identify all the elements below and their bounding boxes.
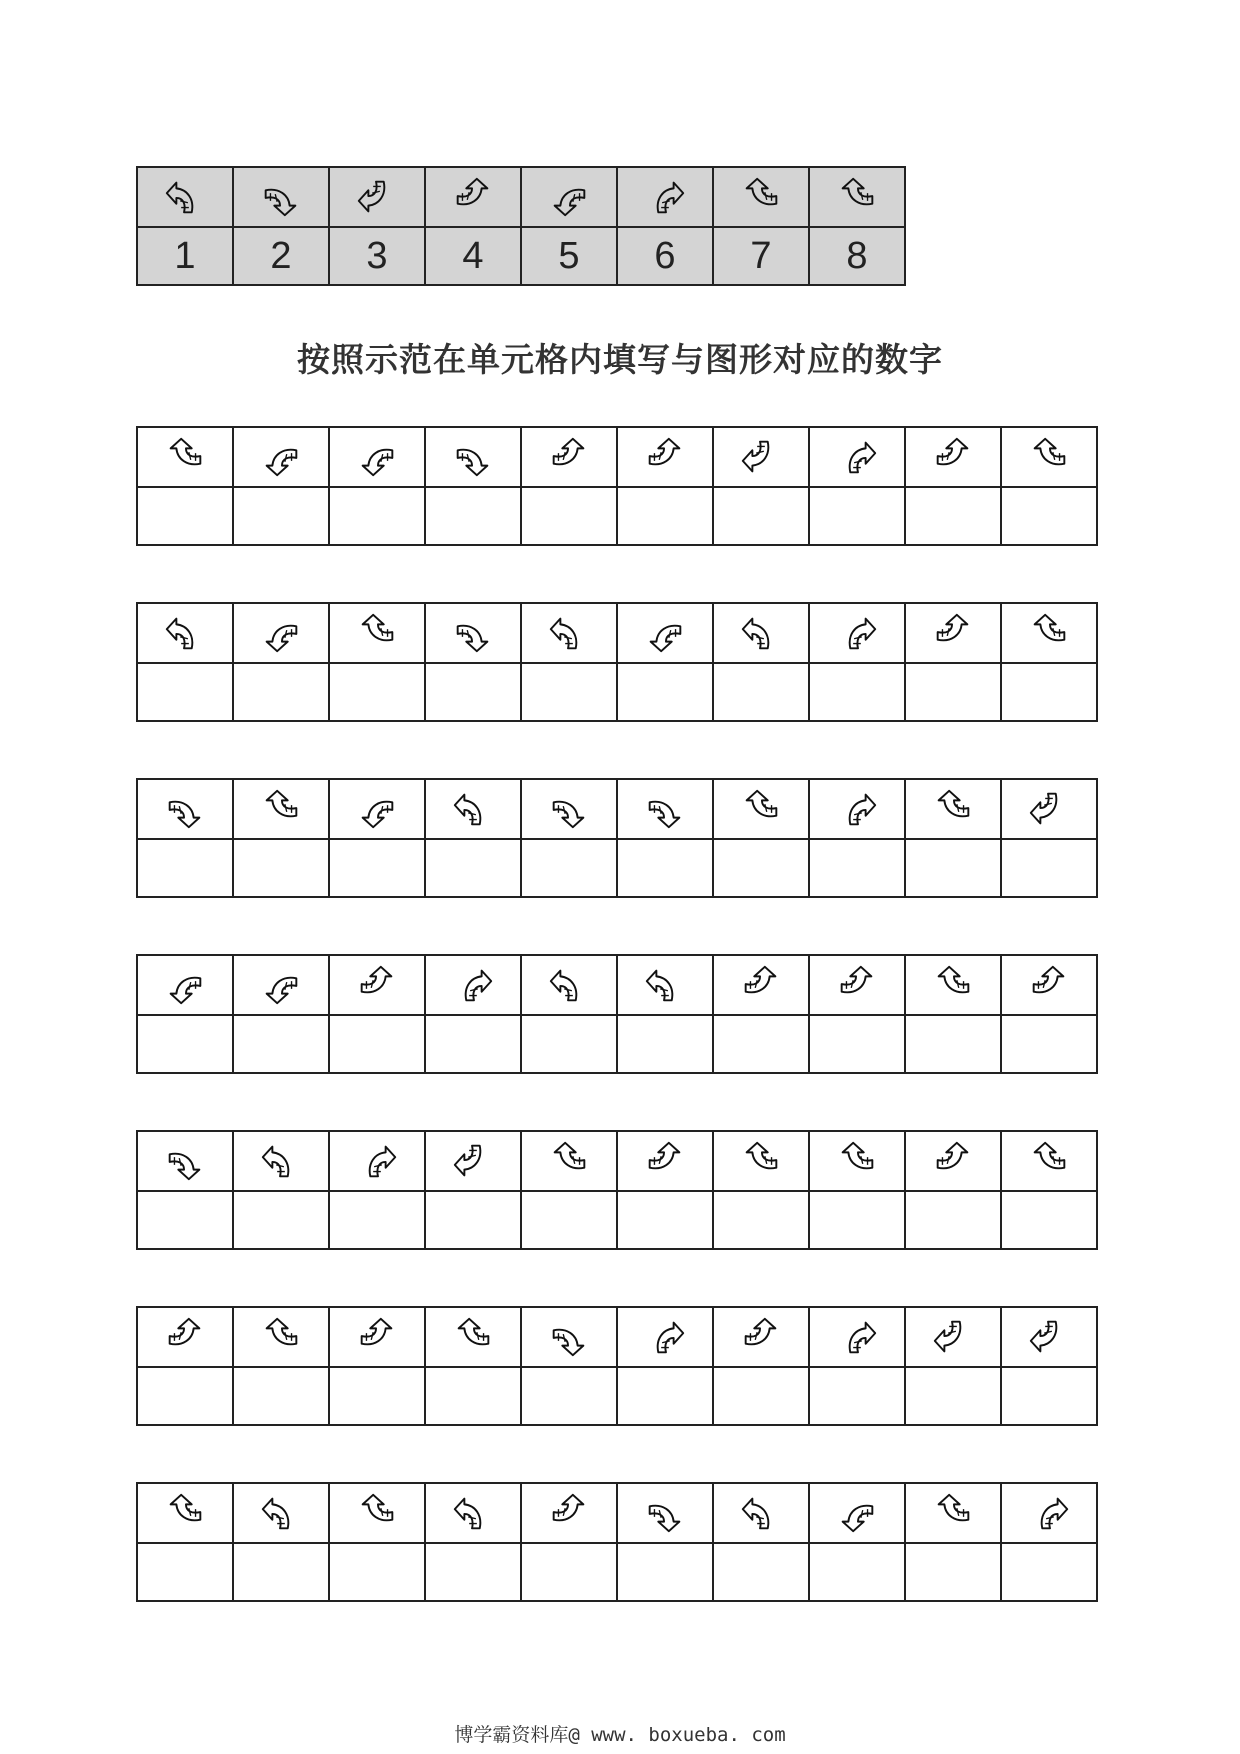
- exercise-symbol-cell: [905, 779, 1001, 839]
- answer-cell[interactable]: [713, 839, 809, 897]
- answer-cell[interactable]: [329, 1543, 425, 1601]
- exercise-symbol-cell: [713, 1483, 809, 1543]
- arrow-right-down-icon: [642, 434, 688, 480]
- exercise-symbol-cell: [617, 1131, 713, 1191]
- arrow-left-right-icon: [162, 1490, 208, 1536]
- legend-symbol-cell: [617, 167, 713, 227]
- answer-cell[interactable]: [713, 487, 809, 545]
- answer-cell[interactable]: [425, 1015, 521, 1073]
- answer-cell[interactable]: [809, 663, 905, 721]
- arrow-right-down-icon: [738, 1314, 784, 1360]
- exercise-symbol-cell: [713, 603, 809, 663]
- answer-cell[interactable]: [521, 1543, 617, 1601]
- exercise-symbol-cell: [233, 955, 329, 1015]
- exercise-symbol-cell: [425, 427, 521, 487]
- exercise-symbol-cell: [137, 427, 233, 487]
- arrow-up-right-icon: [834, 610, 880, 656]
- arrow-up-right-icon: [642, 1314, 688, 1360]
- answer-cell[interactable]: [233, 1543, 329, 1601]
- answer-cell[interactable]: [905, 663, 1001, 721]
- exercise-table: [136, 778, 1098, 898]
- exercise-answer-row: [137, 1015, 1097, 1073]
- arrow-down-right-icon: [642, 1490, 688, 1536]
- answer-cell[interactable]: [329, 1191, 425, 1249]
- answer-cell[interactable]: [1001, 1367, 1097, 1425]
- arrow-left-down-icon: [834, 1490, 880, 1536]
- arrow-down-left-icon: [1026, 1314, 1072, 1360]
- answer-cell[interactable]: [617, 663, 713, 721]
- exercise-symbol-row: [137, 603, 1097, 663]
- answer-cell[interactable]: [809, 839, 905, 897]
- exercise-symbol-cell: [233, 1483, 329, 1543]
- exercise-symbol-cell: [137, 779, 233, 839]
- exercise-symbol-cell: [329, 1131, 425, 1191]
- answer-cell[interactable]: [617, 1191, 713, 1249]
- exercise-symbol-cell: [617, 1307, 713, 1367]
- exercise-symbol-row: [137, 427, 1097, 487]
- legend-symbol-cell: [233, 167, 329, 227]
- arrow-up-left-icon: [258, 1490, 304, 1536]
- exercise-symbol-cell: [1001, 427, 1097, 487]
- exercise-symbol-cell: [137, 1307, 233, 1367]
- arrow-up-left-icon: [162, 174, 208, 220]
- answer-cell[interactable]: [137, 1191, 233, 1249]
- answer-cell[interactable]: [425, 663, 521, 721]
- exercise-symbol-cell: [617, 1483, 713, 1543]
- arrow-left-down-icon: [162, 962, 208, 1008]
- exercise-answer-row: [137, 1191, 1097, 1249]
- exercise-symbol-cell: [713, 1307, 809, 1367]
- answer-cell[interactable]: [329, 1015, 425, 1073]
- exercise-symbol-cell: [233, 603, 329, 663]
- arrow-left-down-icon: [258, 434, 304, 480]
- exercise-symbol-cell: [809, 1483, 905, 1543]
- arrow-up-right-icon: [834, 1314, 880, 1360]
- exercise-symbol-cell: [521, 955, 617, 1015]
- exercise-symbol-cell: [809, 955, 905, 1015]
- exercise-symbol-cell: [1001, 1307, 1097, 1367]
- answer-cell[interactable]: [329, 1367, 425, 1425]
- arrow-right-down-icon: [930, 434, 976, 480]
- arrow-left-down-icon: [546, 174, 592, 220]
- exercise-symbol-cell: [521, 1307, 617, 1367]
- arrow-right-up-icon: [1026, 434, 1072, 480]
- arrow-left-right-icon: [738, 1138, 784, 1184]
- arrow-up-right-icon: [834, 786, 880, 832]
- arrow-right-down-icon: [738, 962, 784, 1008]
- exercise-symbol-cell: [137, 955, 233, 1015]
- answer-cell[interactable]: [713, 1367, 809, 1425]
- answer-cell[interactable]: [713, 1543, 809, 1601]
- exercise-symbol-cell: [521, 1131, 617, 1191]
- legend-symbol-cell: [329, 167, 425, 227]
- arrow-right-down-icon: [546, 1490, 592, 1536]
- legend-symbol-cell: [521, 167, 617, 227]
- arrow-up-left-icon: [450, 1490, 496, 1536]
- answer-cell[interactable]: [809, 1191, 905, 1249]
- exercise-symbol-cell: [905, 1307, 1001, 1367]
- arrow-right-down-icon: [450, 174, 496, 220]
- exercise-symbol-cell: [1001, 779, 1097, 839]
- answer-cell[interactable]: [617, 487, 713, 545]
- exercise-symbol-cell: [809, 1131, 905, 1191]
- exercise-symbol-cell: [713, 779, 809, 839]
- arrow-left-right-icon: [738, 174, 784, 220]
- exercise-symbol-cell: [713, 955, 809, 1015]
- exercise-symbol-cell: [905, 1131, 1001, 1191]
- exercise-symbol-cell: [617, 603, 713, 663]
- answer-cell[interactable]: [137, 1015, 233, 1073]
- arrow-up-left-icon: [642, 962, 688, 1008]
- legend-symbol-cell: [425, 167, 521, 227]
- legend-number-cell: 7: [713, 227, 809, 285]
- exercise-table: [136, 954, 1098, 1074]
- answer-cell[interactable]: [617, 1543, 713, 1601]
- answer-cell[interactable]: [1001, 663, 1097, 721]
- answer-cell[interactable]: [329, 839, 425, 897]
- answer-cell[interactable]: [233, 839, 329, 897]
- exercise-symbol-cell: [617, 955, 713, 1015]
- exercise-answer-row: [137, 663, 1097, 721]
- arrow-down-right-icon: [258, 174, 304, 220]
- exercise-symbol-cell: [137, 1483, 233, 1543]
- answer-cell[interactable]: [521, 839, 617, 897]
- answer-cell[interactable]: [425, 1191, 521, 1249]
- arrow-right-up-icon: [354, 1490, 400, 1536]
- arrow-down-left-icon: [1026, 786, 1072, 832]
- exercise-table: [136, 1130, 1098, 1250]
- exercise-symbol-cell: [905, 603, 1001, 663]
- arrow-right-down-icon: [162, 1314, 208, 1360]
- answer-cell[interactable]: [233, 1191, 329, 1249]
- arrow-right-down-icon: [642, 1138, 688, 1184]
- arrow-left-right-icon: [930, 1490, 976, 1536]
- answer-cell[interactable]: [521, 663, 617, 721]
- exercise-symbol-cell: [425, 955, 521, 1015]
- exercise-symbol-row: [137, 1483, 1097, 1543]
- legend-number-cell: 3: [329, 227, 425, 285]
- answer-cell[interactable]: [617, 1367, 713, 1425]
- exercise-symbol-cell: [809, 779, 905, 839]
- exercise-symbol-cell: [137, 603, 233, 663]
- answer-cell[interactable]: [425, 839, 521, 897]
- exercise-table: [136, 426, 1098, 546]
- exercise-answer-row: [137, 487, 1097, 545]
- answer-cell[interactable]: [137, 1367, 233, 1425]
- arrow-left-right-icon: [738, 786, 784, 832]
- exercise-symbol-cell: [1001, 1483, 1097, 1543]
- exercise-symbol-cell: [521, 427, 617, 487]
- answer-cell[interactable]: [425, 487, 521, 545]
- answer-cell[interactable]: [137, 1543, 233, 1601]
- exercise-symbol-cell: [713, 1131, 809, 1191]
- arrow-right-down-icon: [834, 962, 880, 1008]
- arrow-down-right-icon: [450, 610, 496, 656]
- arrow-down-left-icon: [450, 1138, 496, 1184]
- exercise-symbol-cell: [329, 603, 425, 663]
- arrow-up-left-icon: [738, 1490, 784, 1536]
- answer-cell[interactable]: [1001, 487, 1097, 545]
- arrow-down-left-icon: [354, 174, 400, 220]
- answer-cell[interactable]: [521, 1015, 617, 1073]
- answer-cell[interactable]: [905, 1015, 1001, 1073]
- exercise-table: [136, 1306, 1098, 1426]
- exercise-symbol-cell: [1001, 955, 1097, 1015]
- arrow-right-down-icon: [930, 610, 976, 656]
- arrow-up-left-icon: [258, 1138, 304, 1184]
- answer-cell[interactable]: [809, 1543, 905, 1601]
- arrow-left-right-icon: [546, 1138, 592, 1184]
- exercise-answer-row: [137, 839, 1097, 897]
- answer-cell[interactable]: [809, 1015, 905, 1073]
- arrow-down-right-icon: [450, 434, 496, 480]
- legend-symbol-cell: [137, 167, 233, 227]
- arrow-up-right-icon: [1026, 1490, 1072, 1536]
- arrow-down-right-icon: [546, 1314, 592, 1360]
- answer-cell[interactable]: [905, 1191, 1001, 1249]
- answer-cell[interactable]: [1001, 839, 1097, 897]
- arrow-up-right-icon: [642, 174, 688, 220]
- exercise-answer-row: [137, 1543, 1097, 1601]
- exercise-table: [136, 602, 1098, 722]
- exercise-symbol-cell: [521, 1483, 617, 1543]
- exercise-symbol-cell: [809, 427, 905, 487]
- answer-cell[interactable]: [329, 487, 425, 545]
- legend-symbol-row: [137, 167, 905, 227]
- exercise-symbol-cell: [137, 1131, 233, 1191]
- arrow-right-down-icon: [1026, 962, 1072, 1008]
- answer-cell[interactable]: [713, 1015, 809, 1073]
- exercise-symbol-cell: [809, 603, 905, 663]
- answer-cell[interactable]: [1001, 1015, 1097, 1073]
- answer-cell[interactable]: [1001, 1191, 1097, 1249]
- answer-cell[interactable]: [137, 839, 233, 897]
- arrow-right-down-icon: [546, 434, 592, 480]
- exercise-symbol-cell: [809, 1307, 905, 1367]
- arrow-up-right-icon: [450, 962, 496, 1008]
- answer-cell[interactable]: [521, 487, 617, 545]
- exercise-symbol-cell: [521, 603, 617, 663]
- exercise-symbol-cell: [905, 1483, 1001, 1543]
- exercise-symbol-row: [137, 779, 1097, 839]
- exercise-symbol-cell: [233, 779, 329, 839]
- answer-cell[interactable]: [233, 1015, 329, 1073]
- instruction-title: 按照示范在单元格内填写与图形对应的数字: [297, 340, 943, 379]
- arrow-right-up-icon: [450, 1314, 496, 1360]
- answer-cell[interactable]: [905, 839, 1001, 897]
- legend-number-cell: 6: [617, 227, 713, 285]
- arrow-right-up-icon: [834, 174, 880, 220]
- exercise-symbol-row: [137, 1307, 1097, 1367]
- answer-cell[interactable]: [233, 487, 329, 545]
- exercise-answer-row: [137, 1367, 1097, 1425]
- arrow-down-right-icon: [162, 786, 208, 832]
- arrow-left-right-icon: [930, 786, 976, 832]
- answer-cell[interactable]: [329, 663, 425, 721]
- answer-cell[interactable]: [137, 487, 233, 545]
- answer-cell[interactable]: [425, 1367, 521, 1425]
- exercise-symbol-cell: [329, 779, 425, 839]
- exercise-symbol-row: [137, 1131, 1097, 1191]
- exercise-symbol-row: [137, 955, 1097, 1015]
- answer-cell[interactable]: [233, 663, 329, 721]
- exercise-symbol-cell: [233, 427, 329, 487]
- answer-cell[interactable]: [617, 1015, 713, 1073]
- arrow-up-left-icon: [546, 610, 592, 656]
- legend-number-row: [137, 227, 905, 285]
- arrow-up-left-icon: [738, 610, 784, 656]
- answer-cell[interactable]: [905, 1543, 1001, 1601]
- arrow-down-left-icon: [738, 434, 784, 480]
- exercise-symbol-cell: [425, 1483, 521, 1543]
- exercise-symbol-cell: [905, 427, 1001, 487]
- exercise-symbol-cell: [617, 779, 713, 839]
- exercise-symbol-cell: [617, 427, 713, 487]
- legend-number-cell: 1: [137, 227, 233, 285]
- exercise-symbol-cell: [713, 427, 809, 487]
- answer-cell[interactable]: [1001, 1543, 1097, 1601]
- answer-cell[interactable]: [713, 663, 809, 721]
- arrow-down-right-icon: [162, 1138, 208, 1184]
- arrow-right-up-icon: [258, 1314, 304, 1360]
- legend-number-cell: 8: [809, 227, 905, 285]
- exercise-table: [136, 1482, 1098, 1602]
- exercise-symbol-cell: [329, 955, 425, 1015]
- exercise-symbol-cell: [425, 779, 521, 839]
- footer-watermark: 博学霸资料库@ www. boxueba. com: [454, 1724, 786, 1746]
- answer-cell[interactable]: [617, 839, 713, 897]
- arrow-left-right-icon: [354, 610, 400, 656]
- arrow-right-up-icon: [930, 962, 976, 1008]
- exercise-symbol-cell: [905, 955, 1001, 1015]
- exercise-symbol-cell: [329, 427, 425, 487]
- arrow-up-right-icon: [834, 434, 880, 480]
- legend-number-cell: 5: [521, 227, 617, 285]
- arrow-left-right-icon: [834, 1138, 880, 1184]
- legend-symbol-cell: [809, 167, 905, 227]
- legend-number-cell: 4: [425, 227, 521, 285]
- arrow-left-down-icon: [258, 962, 304, 1008]
- arrow-right-down-icon: [930, 1138, 976, 1184]
- arrow-right-down-icon: [354, 962, 400, 1008]
- answer-cell[interactable]: [809, 487, 905, 545]
- answer-cell[interactable]: [905, 1367, 1001, 1425]
- legend-table: [136, 166, 906, 286]
- arrow-right-up-icon: [1026, 1138, 1072, 1184]
- exercise-symbol-cell: [329, 1307, 425, 1367]
- answer-cell[interactable]: [521, 1367, 617, 1425]
- answer-cell[interactable]: [809, 1367, 905, 1425]
- arrow-up-right-icon: [354, 1138, 400, 1184]
- exercise-symbol-cell: [1001, 603, 1097, 663]
- arrow-up-left-icon: [546, 962, 592, 1008]
- arrow-right-up-icon: [162, 434, 208, 480]
- arrow-right-up-icon: [1026, 610, 1072, 656]
- arrow-up-left-icon: [162, 610, 208, 656]
- exercise-symbol-cell: [425, 1307, 521, 1367]
- arrow-left-right-icon: [258, 786, 304, 832]
- arrow-down-right-icon: [546, 786, 592, 832]
- arrow-left-down-icon: [354, 434, 400, 480]
- exercise-symbol-cell: [1001, 1131, 1097, 1191]
- answer-cell[interactable]: [905, 487, 1001, 545]
- legend-symbol-cell: [713, 167, 809, 227]
- legend-number-cell: 2: [233, 227, 329, 285]
- arrow-left-down-icon: [642, 610, 688, 656]
- answer-cell[interactable]: [137, 663, 233, 721]
- exercise-symbol-cell: [233, 1307, 329, 1367]
- exercise-symbol-cell: [425, 1131, 521, 1191]
- exercise-symbol-cell: [329, 1483, 425, 1543]
- arrow-up-left-icon: [450, 786, 496, 832]
- arrow-down-right-icon: [642, 786, 688, 832]
- answer-cell[interactable]: [425, 1543, 521, 1601]
- exercise-symbol-cell: [233, 1131, 329, 1191]
- answer-cell[interactable]: [713, 1191, 809, 1249]
- exercise-symbol-cell: [425, 603, 521, 663]
- arrow-left-down-icon: [354, 786, 400, 832]
- arrow-right-down-icon: [354, 1314, 400, 1360]
- exercise-symbol-cell: [521, 779, 617, 839]
- arrow-left-down-icon: [258, 610, 304, 656]
- answer-cell[interactable]: [233, 1367, 329, 1425]
- answer-cell[interactable]: [521, 1191, 617, 1249]
- arrow-down-left-icon: [930, 1314, 976, 1360]
